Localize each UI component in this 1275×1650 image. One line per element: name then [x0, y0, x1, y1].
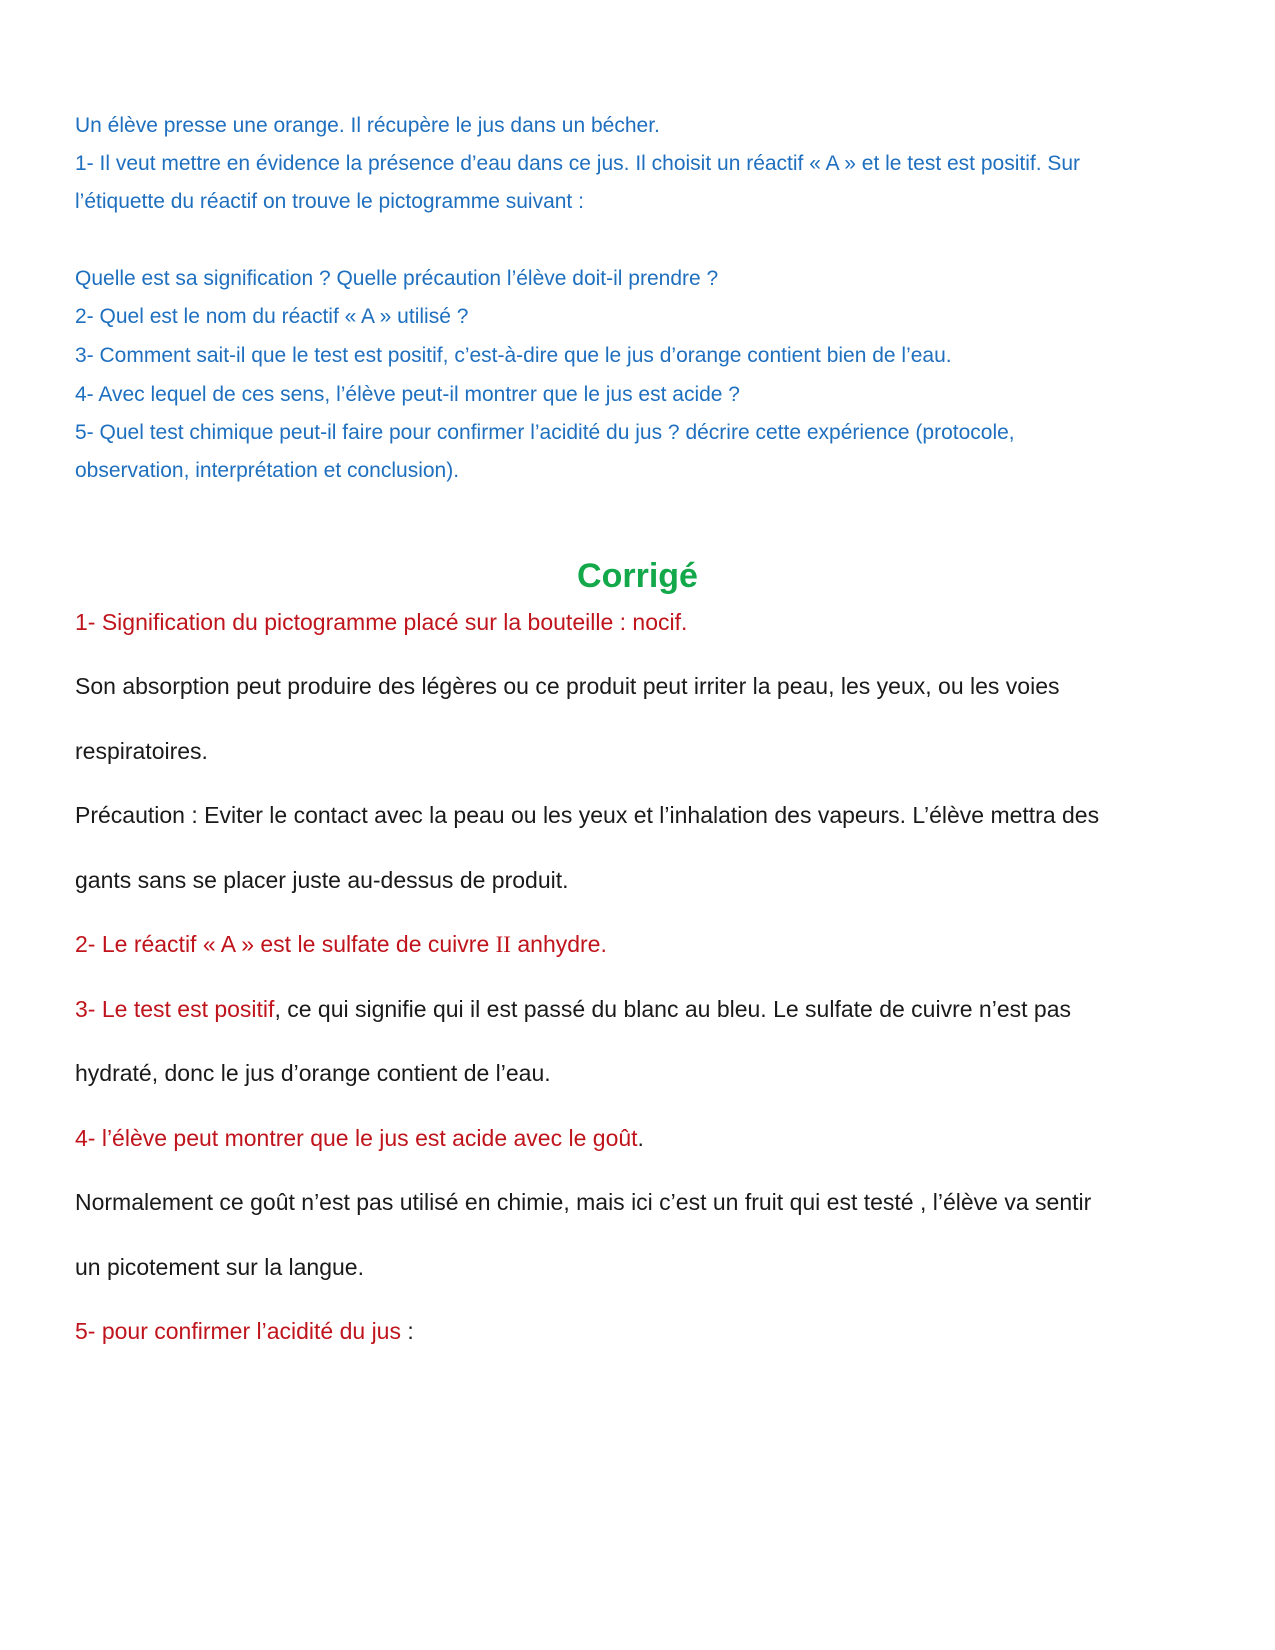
answer-3-rest: , ce qui signifie qui il est passé du blanc au bleu. Le sulfate de cuivre n’est pas — [274, 996, 1071, 1022]
question-5-line-1: 5- Quel test chimique peut-il faire pour confirmer l’acidité du jus ? décrire cette expérience (protocole, — [75, 421, 1015, 444]
question-4: 4- Avec lequel de ces sens, l’élève peut-il montrer que le jus est acide ? — [75, 383, 740, 406]
answer-4-heading — [75, 1127, 644, 1150]
question-1-line-2: l’étiquette du réactif on trouve le pictogramme suivant : — [75, 190, 584, 213]
question-2: 2- Quel est le nom du réactif « A » utilisé ? — [75, 305, 469, 328]
answer-1-precaution-line-2: gants sans se placer juste au-dessus de produit. — [75, 867, 569, 893]
answer-3-line-1 — [75, 998, 1071, 1021]
question-intro: Un élève presse une orange. Il récupère le jus dans un bécher. — [75, 114, 660, 137]
answer-3-line-2: hydraté, donc le jus d’orange contient de l’eau. — [75, 1060, 551, 1086]
question-5-line-2: observation, interprétation et conclusion). — [75, 459, 460, 482]
answer-4-period: . — [637, 1125, 644, 1151]
answer-2-roman-numeral: II — [495, 932, 511, 957]
answer-4-text-line-1: Normalement ce goût n’est pas utilisé en chimie, mais ici c’est un fruit qui est testé , l’élève va sentir — [75, 1189, 1092, 1215]
answer-2-part-1: 2- Le réactif « A » est le sulfate de cuivre — [75, 931, 496, 957]
corrige-title: Corrigé — [577, 557, 698, 595]
question-1-subquestion: Quelle est sa signification ? Quelle précaution l’élève doit-il prendre ? — [75, 267, 719, 290]
question-3: 3- Comment sait-il que le test est positif, c’est-à-dire que le jus d’orange contient bien de l’eau. — [75, 344, 952, 367]
answer-5-heading — [75, 1320, 414, 1343]
answer-2-part-2: anhydre. — [510, 931, 607, 957]
answer-1-text-line-2: respiratoires. — [75, 738, 208, 764]
answer-5-colon: : — [407, 1318, 414, 1344]
answer-1-text-line-1: Son absorption peut produire des légères ou ce produit peut irriter la peau, les yeux, ou les voies — [75, 673, 1060, 699]
answer-3-highlight: 3- Le test est positif — [75, 996, 275, 1022]
answer-1-precaution-line-1: Précaution : Eviter le contact avec la peau ou les yeux et l’inhalation des vapeurs. L’élève mettra des — [75, 802, 1100, 828]
answer-4-highlight: 4- l’élève peut montrer que le jus est acide avec le goût — [75, 1125, 638, 1151]
answer-1-heading: 1- Signification du pictogramme placé sur la bouteille : nocif. — [75, 609, 688, 635]
answer-4-text-line-2: un picotement sur la langue. — [75, 1254, 364, 1280]
answer-2 — [75, 933, 607, 956]
answer-5-highlight: 5- pour confirmer l’acidité du jus — [75, 1318, 408, 1344]
question-1-line-1: 1- Il veut mettre en évidence la présence d’eau dans ce jus. Il choisit un réactif « A » et le test est positif. Sur — [75, 152, 1081, 175]
